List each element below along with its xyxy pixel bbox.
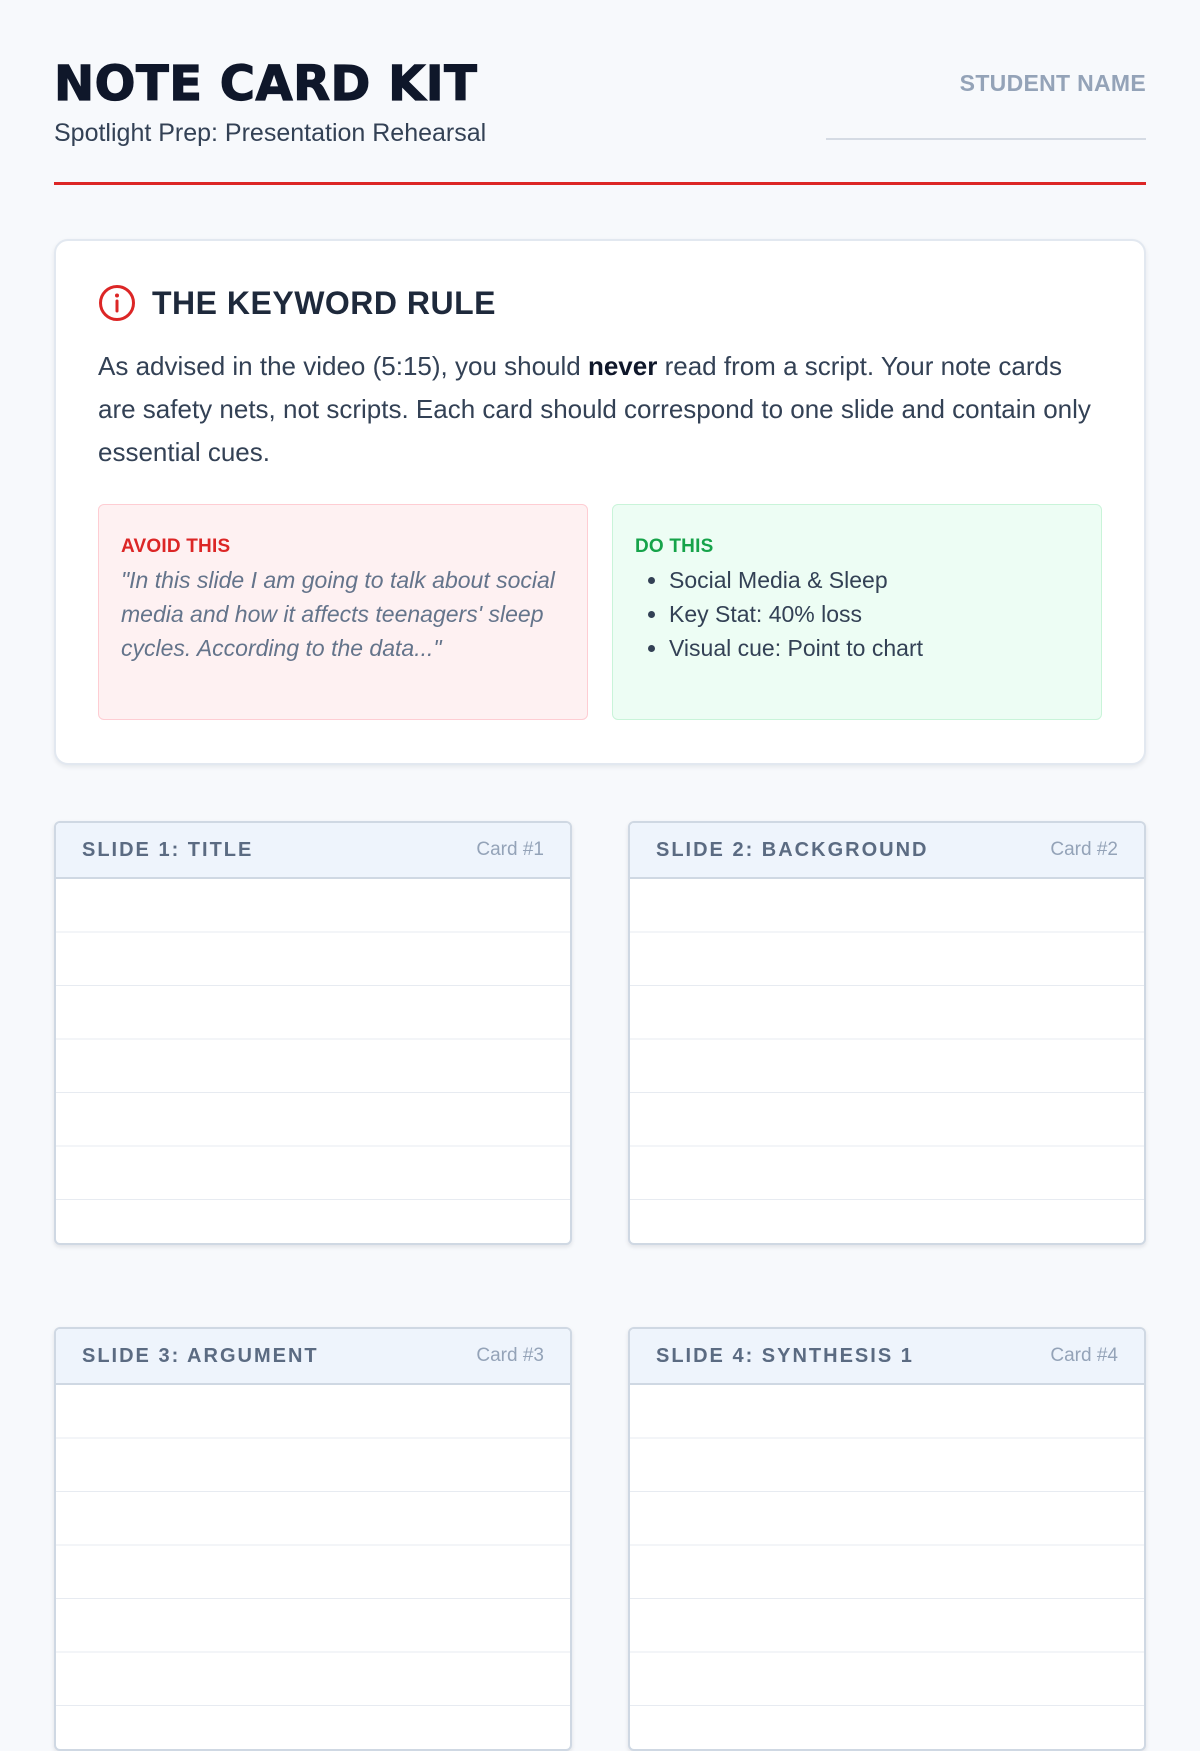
avoid-this-label: AVOID THIS (121, 536, 231, 557)
note-card-number: Card #2 (1050, 839, 1118, 860)
info-circle-icon (98, 284, 136, 322)
note-card (54, 821, 572, 1245)
do-this-list (635, 563, 1079, 665)
list-item: • Social Media & Sleep (669, 563, 1079, 597)
keyword-rule-emphasis: never (587, 351, 658, 381)
note-card-number: Card #1 (476, 839, 544, 860)
avoid-this-box (98, 504, 588, 720)
note-card-number: Card #4 (1050, 1345, 1118, 1366)
keyword-rule-text-end: read from a script. Your note cards are safety nets, not scripts. Each card should correspond to one slide and contain only essential cues. (98, 351, 1091, 467)
keyword-rule-box (54, 239, 1146, 765)
page-title: NOTE CARD KIT (54, 56, 478, 112)
list-item: • Visual cue: Point to chart (669, 631, 1079, 665)
note-card-writing-area[interactable] (56, 879, 570, 1245)
note-card-header (56, 823, 570, 879)
page-subtitle: Spotlight Prep: Presentation Rehearsal (54, 119, 487, 147)
keyword-rule-text-start: As advised in the video (5:15), you should (98, 351, 588, 381)
note-card-header (56, 1329, 570, 1385)
note-card (628, 821, 1146, 1245)
note-card-writing-area[interactable] (56, 1385, 570, 1751)
note-card-number: Card #3 (476, 1345, 544, 1366)
do-this-box (612, 504, 1102, 720)
note-card-kit-page (54, 0, 1146, 1751)
list-item: • Key Stat: 40% loss (669, 597, 1079, 631)
avoid-this-quote: "In this slide I am going to talk about social media and how it affects teenagers' sleep cycles. According to the data..." (121, 567, 555, 661)
note-card-title: SLIDE 4: SYNTHESIS 1 (656, 1344, 914, 1367)
note-card-title: SLIDE 1: TITLE (82, 838, 254, 861)
example-comparison (98, 504, 1102, 720)
note-cards-grid (54, 821, 1146, 1751)
note-card-header (630, 823, 1144, 879)
note-card-writing-area[interactable] (630, 1385, 1144, 1751)
note-card-writing-area[interactable] (630, 879, 1144, 1245)
keyword-rule-text (98, 345, 1102, 474)
note-card (628, 1327, 1146, 1751)
note-card-header (630, 1329, 1144, 1385)
keyword-rule-header (98, 283, 1102, 323)
keyword-rule-title: THE KEYWORD RULE (152, 284, 496, 321)
note-card-title: SLIDE 2: BACKGROUND (656, 838, 929, 861)
student-name-label: STUDENT NAME (959, 70, 1146, 96)
student-name-line[interactable] (826, 138, 1146, 140)
do-this-label: DO THIS (635, 536, 714, 557)
note-card-title: SLIDE 3: ARGUMENT (82, 1344, 319, 1367)
page-header (54, 54, 1146, 185)
note-card (54, 1327, 572, 1751)
